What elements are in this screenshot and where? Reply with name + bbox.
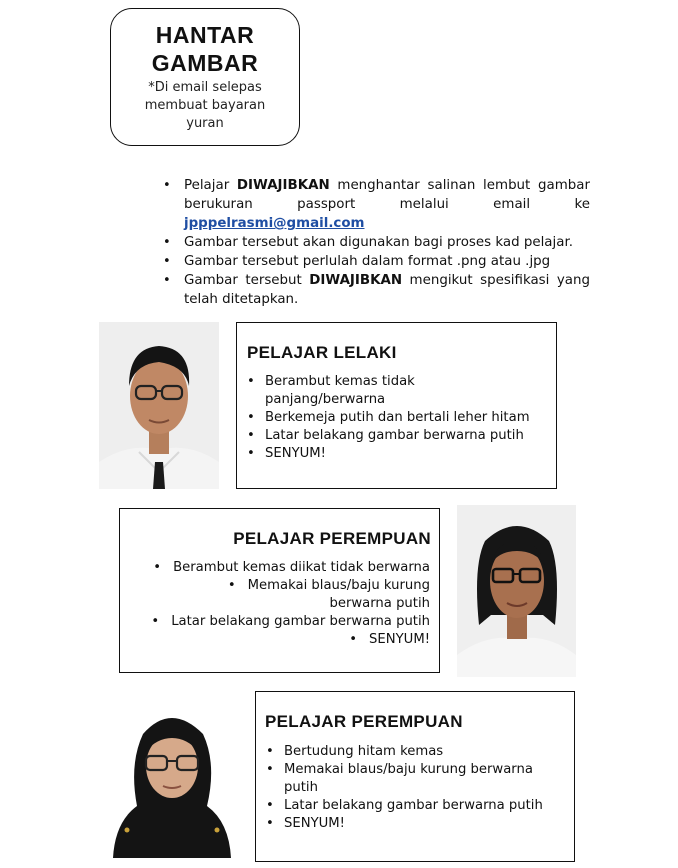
header-subtitle: *Di email selepas membuat bayaran yuran (144, 80, 266, 131)
list-item: • SENYUM! (256, 815, 566, 833)
header-title-line1: HANTAR (155, 22, 255, 48)
list-item: • Berambut kemas tidak panjang/berwarna (237, 373, 427, 409)
email-link[interactable]: jpppelrasmi@gmail.com (184, 216, 365, 231)
hijab-requirements-card (255, 691, 575, 862)
bullet-icon: • (349, 632, 358, 647)
header-box (110, 8, 300, 146)
male-student-photo (99, 322, 219, 489)
requirements-list (256, 797, 566, 833)
requirements-list (256, 743, 566, 761)
list-item: • SENYUM! (349, 632, 430, 647)
list-item: • Latar belakang gambar berwarna putih (151, 614, 430, 629)
list-item: • SENYUM! (237, 445, 547, 463)
list-item: • Berkemeja putih dan bertali leher hitam (237, 409, 547, 427)
male-requirements-card (236, 322, 557, 489)
header-title (111, 21, 299, 77)
female-requirements-card (119, 508, 440, 673)
card-title: PELAJAR PEREMPUAN (233, 529, 431, 548)
hijab-student-photo (107, 694, 237, 858)
intro-item: • Gambar tersebut DIWAJIBKAN mengikut spesifikasi yang telah ditetapkan. (158, 271, 590, 309)
bullet-icon: • (227, 578, 236, 593)
card-title: PELAJAR LELAKI (247, 343, 397, 362)
intro-item: • Pelajar DIWAJIBKAN menghantar salinan lembut gambar berukuran passport melalui email ke jpppelrasmi@gmail.com (158, 176, 590, 233)
bullet-icon: • (153, 560, 162, 575)
requirements-list (120, 559, 439, 649)
list-item: • Latar belakang gambar berwarna putih (256, 797, 566, 815)
list-item: • Memakai blaus/baju kurung berwarna putih (227, 578, 430, 611)
list-item: • Bertudung hitam kemas (256, 743, 566, 761)
card-title: PELAJAR PEREMPUAN (265, 712, 463, 731)
list-item: • Memakai blaus/baju kurung berwarna putih (256, 761, 546, 797)
female-student-photo (457, 505, 576, 677)
requirements-list (237, 409, 547, 463)
bullet-icon: • (151, 614, 160, 629)
intro-item: • Gambar tersebut perlulah dalam format .png atau .jpg (158, 252, 590, 271)
intro-list (158, 176, 590, 309)
intro-item: • Gambar tersebut akan digunakan bagi proses kad pelajar. (158, 233, 590, 252)
requirements-list (237, 373, 427, 409)
list-item: • Berambut kemas diikat tidak berwarna (153, 560, 430, 575)
header-title-line2: GAMBAR (151, 50, 259, 76)
requirements-list (256, 761, 546, 797)
list-item: • Latar belakang gambar berwarna putih (237, 427, 547, 445)
